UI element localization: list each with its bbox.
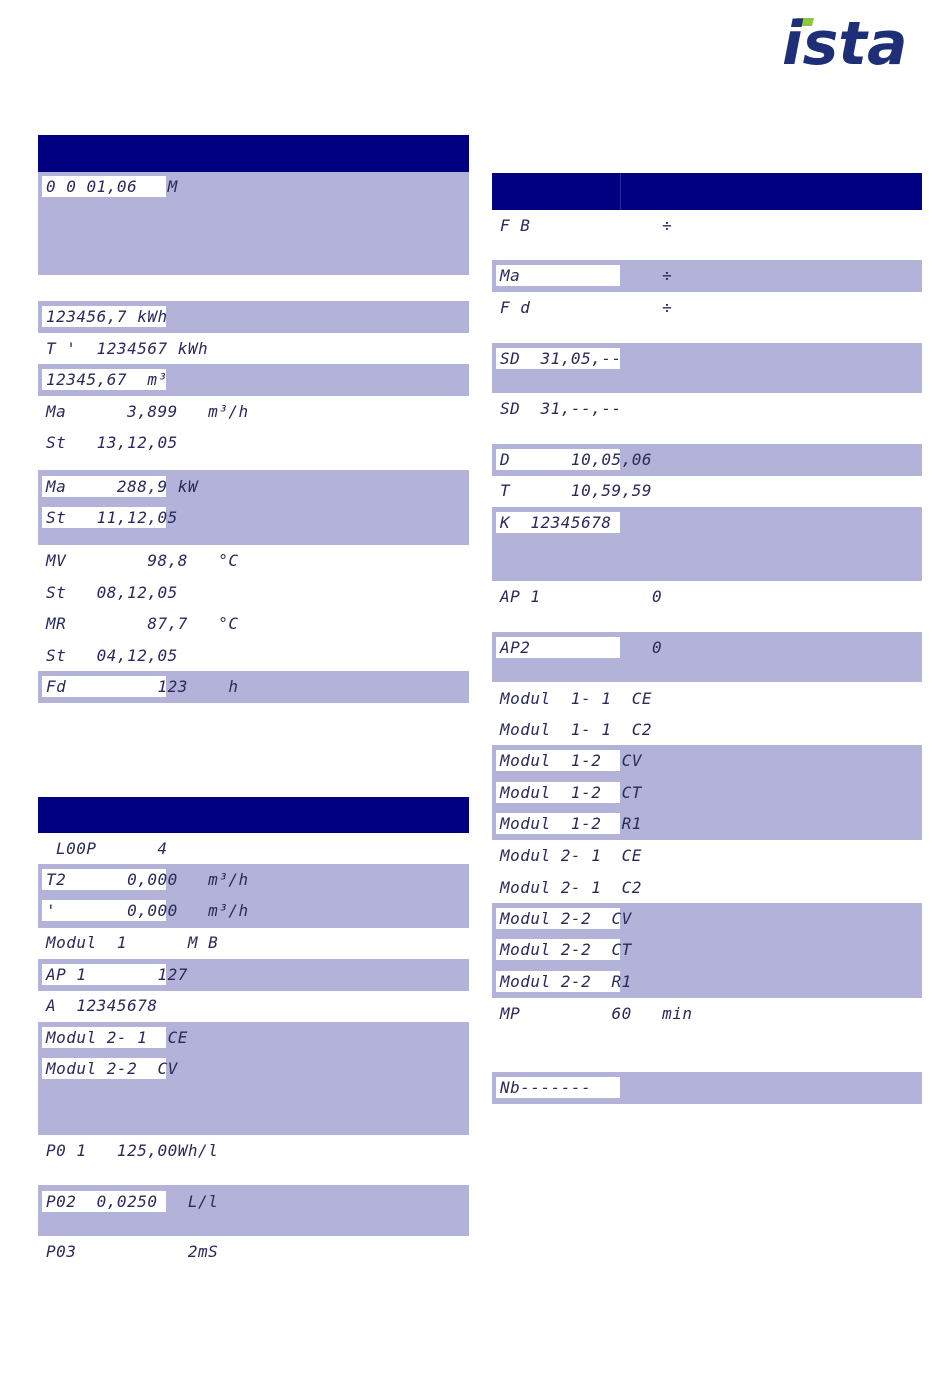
lcd-display-date: 0 0 01,06 M bbox=[42, 176, 166, 197]
lcd-display-mp: MP 60 min bbox=[500, 1004, 693, 1023]
lcd-display-p01: P0 1 125,00Wh/l bbox=[46, 1141, 219, 1160]
lcd-display-nb: Nb------- bbox=[496, 1077, 620, 1098]
lcd-display-p03: P03 2mS bbox=[46, 1242, 219, 1261]
ista-logo bbox=[782, 4, 930, 79]
lcd-display-flow-temp-date: St 08,12,05 bbox=[46, 583, 178, 602]
lcd-display-p02: P02 0,0250 L/l bbox=[42, 1191, 166, 1212]
lcd-display-fb: F B ÷ bbox=[500, 216, 673, 235]
lcd-display-modul-1-2-cv: Modul 1-2 CV bbox=[496, 750, 620, 771]
lcd-display-date-d: D 10,05,06 bbox=[496, 449, 620, 470]
lcd-display-volume: 12345,67 m³ bbox=[42, 369, 166, 390]
lcd-display-max-power-date: St 11,12,05 bbox=[42, 507, 166, 528]
lcd-display-modul-2-2-r1: Modul 2-2 R1 bbox=[496, 971, 620, 992]
lcd-display-test-flow: T2 0,000 m³/h bbox=[42, 869, 166, 890]
lcd-display-return-temp-date: St 04,12,05 bbox=[46, 646, 178, 665]
lcd-display-max-power: Ma 288,9 kW bbox=[42, 476, 166, 497]
lcd-display-modul-1-1-c2: Modul 1- 1 C2 bbox=[500, 720, 652, 739]
lcd-display-modul-2-2-cv-r: Modul 2-2 CV bbox=[496, 908, 620, 929]
lcd-display-modul-2-2-ct: Modul 2-2 CT bbox=[496, 939, 620, 960]
lcd-display-modul-2-1-ce: Modul 2- 1 CE bbox=[42, 1027, 166, 1048]
lcd-display-modul-2-1-c2: Modul 2- 1 C2 bbox=[500, 878, 642, 897]
lcd-display-address: A 12345678 bbox=[46, 996, 158, 1015]
lcd-display-modul-1-2-ct: Modul 1-2 CT bbox=[496, 782, 620, 803]
lcd-display-max-flow: Ma 3,899 m³/h bbox=[46, 402, 249, 421]
lcd-display-ma: Ma ÷ bbox=[496, 265, 620, 286]
lcd-display-ap2-0: AP2 0 bbox=[496, 637, 620, 658]
left-table-2-header bbox=[38, 797, 469, 833]
lcd-display-energy: 123456,7 kWh bbox=[42, 306, 166, 327]
lcd-display-sd-2: SD 31,--,-- bbox=[500, 399, 622, 418]
lcd-display-time-t: T 10,59,59 bbox=[500, 481, 652, 500]
lcd-display-modul-2-2-cv: Modul 2-2 CV bbox=[42, 1058, 166, 1079]
left-table-1-header bbox=[38, 135, 469, 172]
right-table-header bbox=[492, 173, 922, 210]
lcd-display-ap1-0: AP 1 0 bbox=[500, 587, 663, 606]
lcd-display-modul-2-1-ce-r: Modul 2- 1 CE bbox=[500, 846, 642, 865]
lcd-display-tariff-energy: T ' 1234567 kWh bbox=[46, 339, 209, 358]
lcd-display-loop: L00P 4 bbox=[56, 839, 168, 858]
lcd-display-modul-1-1-ce: Modul 1- 1 CE bbox=[500, 689, 652, 708]
lcd-display-fd: F d ÷ bbox=[500, 298, 673, 317]
lcd-display-sd-1: SD 31,05,-- bbox=[496, 348, 620, 369]
lcd-display-ap1-127: AP 1 127 bbox=[42, 964, 166, 985]
lcd-display-flow-temp: MV 98,8 °C bbox=[46, 551, 239, 570]
lcd-display-test-flow-2: ' 0,000 m³/h bbox=[42, 900, 166, 921]
lcd-display-max-flow-date: St 13,12,05 bbox=[46, 433, 178, 452]
lcd-display-return-temp: MR 87,7 °C bbox=[46, 614, 239, 633]
lcd-display-modul-1-mb: Modul 1 M B bbox=[46, 933, 219, 952]
lcd-display-modul-1-2-r1: Modul 1-2 R1 bbox=[496, 813, 620, 834]
logo-wordmark: ista bbox=[782, 9, 908, 79]
lcd-display-fault-hours: Fd 123 h bbox=[42, 676, 166, 697]
lcd-display-customer-k: K 12345678 bbox=[496, 512, 620, 533]
